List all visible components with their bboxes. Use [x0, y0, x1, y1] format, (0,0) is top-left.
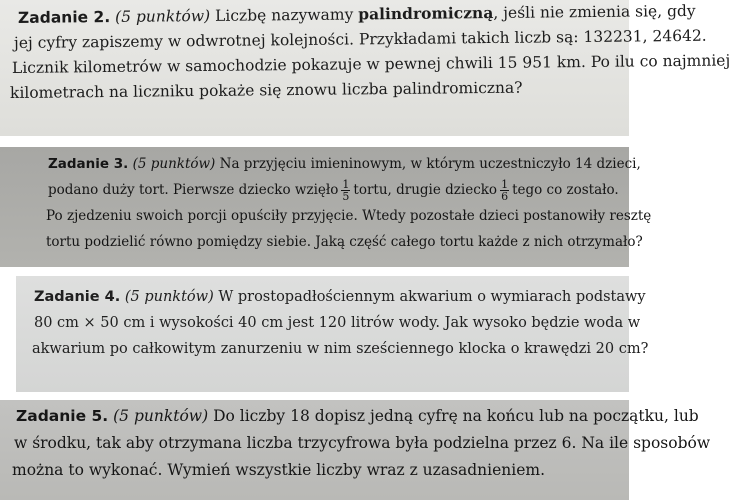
problem-2-line-2: jej cyfry zapiszemy w odwrotnej kolejności. Przykładami takich liczb są: 132231, 24642. [13, 26, 707, 52]
problem-3-strip [0, 147, 652, 267]
problem-2-points: (5 punktów) [115, 6, 211, 26]
problem-3-heading: Zadanie 3. [48, 156, 129, 172]
problem-2-line-4: kilometrach na liczniku pokaże się znowu liczba palindromiczna? [9, 78, 523, 102]
problem-5-line-2: w środku, tak aby otrzymana liczba trzycyfrowa była podzielna przez 6. Na ile sposobów [14, 434, 711, 452]
problem-5-heading: Zadanie 5. [16, 407, 109, 425]
problem-3-points: (5 punktów) [132, 156, 216, 172]
problem-2-line-3: Licznik kilometrów w samochodzie pokazuje w pewnej chwili 15 951 km. Po ilu co najmniej [11, 51, 730, 77]
problem-3-line-2 [48, 177, 677, 203]
problem-5-line-3: można to wykonać. Wymień wszystkie liczby wraz z uzasadnieniem. [12, 461, 546, 479]
problem-4-heading: Zadanie 4. [34, 289, 121, 305]
problem-3-text: tego co zostało. [512, 182, 619, 198]
problem-5-line-1 [16, 403, 699, 430]
problem-3-text: Na przyjęciu imieninowym, w którym uczestniczyło 14 dzieci, [219, 156, 641, 172]
fraction-denominator: 6 [501, 190, 509, 203]
fraction-numerator: 1 [342, 178, 350, 191]
problem-5-strip [0, 400, 711, 500]
problem-2-text: , jeśli nie zmienia się, gdy [493, 1, 696, 23]
fraction-numerator: 1 [501, 178, 509, 191]
problem-4-strip [16, 276, 649, 392]
fraction-one-sixth [500, 179, 509, 202]
problem-2-term: palindromiczną [358, 3, 494, 24]
problem-3-line-3: Po zjedzeniu swoich porcji opuściły przyjęcie. Wtedy pozostałe dzieci postanowiły resztę [46, 208, 652, 224]
problem-3-line-1 [48, 151, 677, 177]
problem-2-heading: Zadanie 2. [17, 8, 111, 27]
problem-5-points: (5 punktów) [113, 407, 209, 425]
problem-4-line-2: 80 cm × 50 cm i wysokości 40 cm jest 120 litrów wody. Jak wysoko będzie woda w [34, 315, 641, 331]
problem-2-text: Liczbę nazywamy [214, 5, 359, 25]
problem-3-line-4: tortu podzielić równo pomiędzy siebie. Jaką część całego tortu każde z nich otrzymało? [46, 234, 643, 250]
problem-5-text: Do liczby 18 dopisz jedną cyfrę na końcu lub na początku, lub [213, 407, 699, 425]
fraction-one-fifth [341, 179, 350, 202]
problem-4-line-3: akwarium po całkowitym zanurzeniu w nim sześciennego klocka o krawędzi 20 cm? [32, 341, 649, 357]
fraction-denominator: 5 [342, 190, 350, 203]
problem-4-points: (5 punktów) [124, 289, 214, 305]
problem-4-text: W prostopadłościennym akwarium o wymiarach podstawy [218, 289, 646, 305]
problem-3-text: podano duży tort. Pierwsze dziecko wzięło [48, 182, 339, 198]
problem-4-line-1 [34, 284, 647, 310]
problem-2-strip [0, 0, 730, 136]
problem-3-text: tortu, drugie dziecko [353, 182, 498, 198]
